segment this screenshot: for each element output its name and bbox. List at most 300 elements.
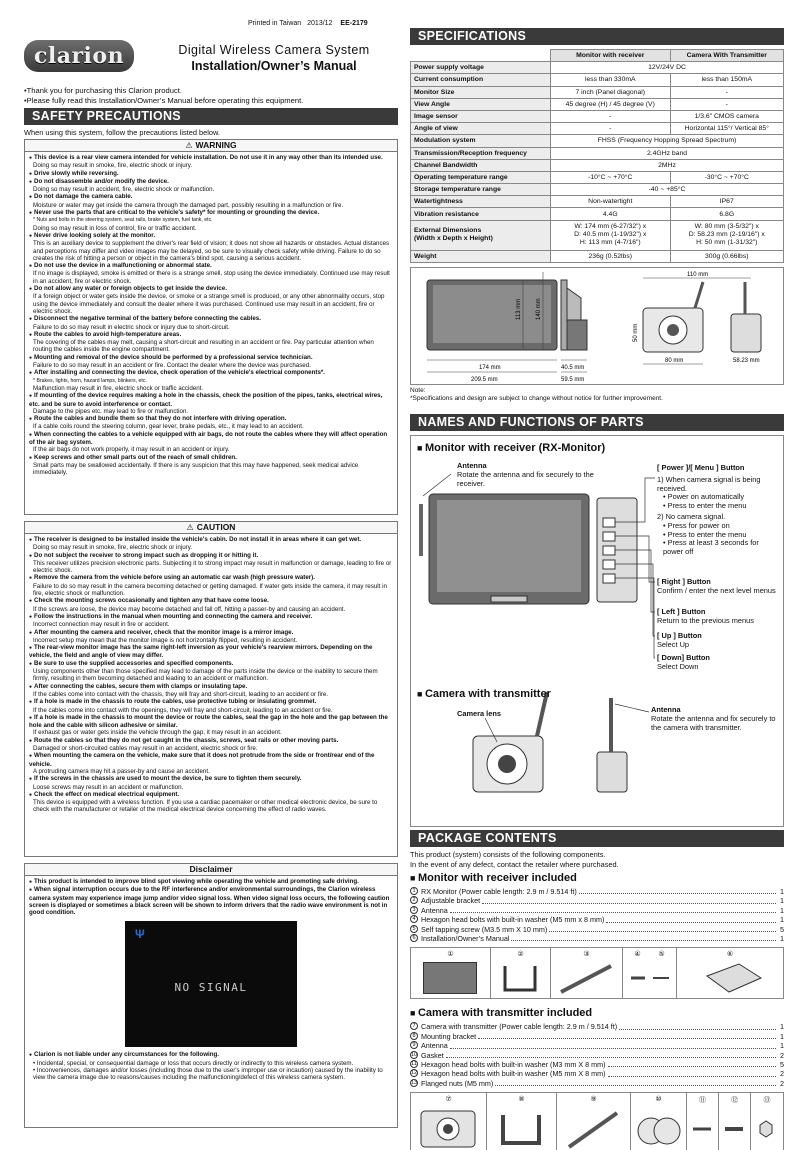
spec-monitor-value: W: 174 mm (6-27/32") x D: 40.5 mm (1-19/32") x H: 113 mm (4-7/16") — [551, 220, 671, 250]
item-number: 2 — [410, 896, 418, 904]
spec-camera-value: -30°C ~ +70°C — [670, 171, 783, 183]
precaution-title: ● Remove the camera from the vehicle before using an automatic car wash (high pressure water). — [29, 574, 393, 582]
down-button-shape — [603, 574, 615, 583]
warning-box — [24, 139, 398, 515]
spec-row — [411, 184, 784, 196]
pkg-cell-6 — [677, 948, 783, 998]
rx-screen-shape — [437, 500, 581, 592]
spec-row — [411, 98, 784, 110]
dim-113: 113 mm — [516, 298, 522, 320]
precaution-footnote: * Brakes, lights, horn, hazard lamps, blinkers, etc. — [33, 377, 147, 384]
nut-thumb — [751, 1093, 781, 1150]
spec-note — [410, 387, 784, 403]
precaution-title: ● After mounting the camera and receiver, check that the monitor image is a mirror image. — [29, 629, 393, 637]
spec-camera-value: 6.8G — [670, 208, 783, 220]
caution-head — [25, 522, 397, 534]
item-text: Self tapping screw (M3.5 mm X 10 mm) — [421, 924, 548, 934]
spec-corner — [411, 50, 551, 62]
item-number: 12 — [411, 1070, 418, 1077]
monitor-antenna-label — [457, 462, 607, 488]
package-item — [410, 1079, 784, 1088]
disclaimer-footer — [25, 1049, 397, 1083]
precaution-detail: Damage to the pipes etc. may lead to fire or malfunction. — [33, 407, 189, 415]
precaution-title: ● Never use the parts that are critical to the vehicle's safety* for mounting or grounding the device. — [29, 209, 393, 217]
right-button-shape — [603, 532, 615, 541]
names-frame — [410, 435, 784, 827]
spec-key: Transmission/Reception frequency — [411, 147, 551, 159]
caution-triangle-icon: ⚠ — [186, 523, 194, 532]
bolts-thumb — [623, 948, 675, 998]
print-info — [248, 20, 398, 27]
manual-thumb — [677, 948, 781, 998]
up-button-label — [657, 632, 781, 650]
camera-lens-center-shape — [498, 755, 516, 773]
item-quantity: 2 — [780, 1050, 784, 1060]
item-quantity: 2 — [780, 1069, 784, 1079]
precaution-detail: Doing so may result in smoke, fire, electric shock or injury. — [33, 162, 193, 170]
spec-key: Weight — [411, 250, 551, 262]
item-number: 10 — [411, 1051, 418, 1058]
antenna-desc: Rotate the antenna and fix securely to the receiver. — [457, 469, 594, 488]
spec-header-row — [411, 50, 784, 62]
spec-key: Operating temperature range — [411, 171, 551, 183]
dimension-drawing — [410, 267, 784, 385]
spec-camera-value: 1/3.6" CMOS camera — [670, 110, 783, 122]
safety-section — [24, 108, 398, 1128]
spec-row — [411, 62, 784, 74]
antenna-heading: Antenna — [457, 461, 487, 470]
camera-antenna-label — [651, 706, 779, 732]
spec-key: Modulation system — [411, 135, 551, 147]
pkg-cell-9 — [557, 1093, 631, 1150]
pkg-num-10: ⑩ — [655, 1096, 662, 1104]
camera-thumb — [411, 1093, 485, 1150]
pkg-num-11: ⑪ — [699, 1097, 706, 1105]
dimension-svg — [411, 268, 783, 384]
pkg-cell-7 — [411, 1093, 487, 1150]
precaution-title: ● The rear-view monitor image has the same right-left inversion as your vehicle's rearview mirrors. Depending on the vehicle, the field and angle of view may differ. — [29, 644, 393, 660]
pkg-num-12: ⑫ — [731, 1097, 738, 1105]
spec-monitor-value: 7 inch (Panel diagonal) — [551, 86, 671, 98]
precaution-title: ● If mounting of the device requires making a hole in the chassis, check the position of the pipes, tanks, electrical wires, etc. and be sure to avoid interference or contact. — [29, 392, 393, 408]
spec-row — [411, 220, 784, 250]
precaution-detail: If the air bags do not work properly, it may result in an accident or injury. — [33, 446, 230, 454]
item-number: 7 — [410, 1022, 418, 1030]
dim-174: 174 mm — [479, 364, 501, 371]
pkg-num-1: ① — [447, 951, 454, 959]
package-item — [410, 1032, 784, 1041]
leader-dots — [450, 906, 776, 913]
precaution-detail: Incorrect setup may mean that the monitor image is not horizontally flipped, resulting in accident. — [33, 636, 298, 644]
left-button-label — [657, 608, 781, 626]
precaution-footnote: * Nuts and bolts in the steering system, seat rails, brake system, fuel tank, etc. — [33, 217, 213, 224]
dim-58-23: 58.23 mm — [733, 357, 760, 364]
item-text: Hexagon head bolts with built-in washer (M5 mm x 8 mm) — [421, 915, 605, 925]
spec-col-monitor: Monitor with receiver — [551, 50, 671, 62]
precaution-title: ● After connecting the cables, secure them with clamps or insulating tape. — [29, 683, 393, 691]
monitor-screen-shape — [433, 285, 551, 343]
spec-key: External Dimensions (Width x Depth x Height) — [411, 220, 551, 250]
pkg-num-7: ⑦ — [445, 1096, 452, 1104]
precaution-detail: Damaged or short-circuited cables may result in an accident, electric shock or fire. — [33, 745, 258, 753]
monitor-package-images — [410, 947, 784, 999]
precaution-detail: If the cables come into contact with the chassis, they will fray and short-circuit, leading to an accident or fire. — [33, 690, 329, 698]
camera-lens-inner-shape — [667, 324, 679, 336]
item-quantity: 1 — [780, 905, 784, 915]
precaution-title: ● When connecting the cables to a vehicle equipped with air bags, do not route the cables where they will affect operation of the air bag system. — [29, 431, 393, 447]
spec-camera-value: Horizontal 115°/ Vertical 85° — [670, 123, 783, 135]
pkg-num-6: ⑥ — [726, 951, 734, 959]
precaution-title: ● Do not allow any water or foreign objects to get inside the device. — [29, 285, 393, 293]
item-quantity: 5 — [780, 1060, 784, 1070]
package-item — [410, 1069, 784, 1078]
disclaimer-box — [24, 863, 398, 1128]
thanks-text — [24, 86, 398, 106]
power-button-shape — [603, 518, 615, 527]
precaution-title: ● Route the cables and bundle them so that they do not interfere with driving operation. — [29, 415, 393, 423]
precaution-title: ● Do not disassemble and/or modify the device. — [29, 178, 393, 186]
item-number: 4 — [410, 915, 418, 923]
spec-key: View Angle — [411, 98, 551, 110]
item-number: 11 — [411, 1061, 417, 1068]
pkg-cell-12 — [719, 1093, 751, 1150]
precaution-detail: This receiver utilizes precision electronic parts. Subjecting it to strong impact may result in malfunction or damage, leading to fire or electric shock. — [33, 559, 392, 575]
package-item — [410, 934, 784, 943]
item-number: 3 — [410, 906, 418, 914]
item-quantity: 1 — [780, 1022, 784, 1032]
spec-key: Watertightness — [411, 196, 551, 208]
disclaimer-list — [25, 876, 397, 918]
dim-140: 140 mm — [536, 298, 542, 320]
rx-monitor-thumb — [423, 962, 477, 994]
precaution-title: ● This product is intended to improve blind spot viewing while operating the vehicle and promoting safe driving. — [29, 878, 393, 886]
spec-value: 2MHz — [551, 159, 784, 171]
spec-key: Image sensor — [411, 110, 551, 122]
logo-text: clarion — [33, 43, 125, 69]
leader-dots — [446, 1051, 776, 1058]
document-code: EE-2179 — [340, 20, 368, 27]
spec-monitor-value: 4.4G — [551, 208, 671, 220]
item-quantity: 1 — [780, 1031, 784, 1041]
precaution-title: ● Check the mounting screws occasionally and tighten any that have come loose. — [29, 597, 393, 605]
pkg-num-8: ⑧ — [518, 1096, 525, 1104]
up-heading: [ Up ] Button — [657, 631, 702, 640]
m3-bolt-thumb — [687, 1093, 717, 1150]
item-text: Flanged nuts (M5 mm) — [421, 1078, 494, 1088]
precaution-detail: The covering of the cables may melt, causing a short-circuit and resulting in an accident or fire. Pay particular attention when routing the cables inside the engine compartment. — [33, 339, 374, 354]
spec-value: FHSS (Frequency Hopping Spread Spectrum) — [551, 135, 784, 147]
mount-bracket-thumb — [487, 1093, 555, 1150]
precaution-title: ● The receiver is designed to be installed inside the vehicle's cabin. Do not install it in areas where it can get wet. — [29, 536, 393, 544]
precaution-title: ● When mounting the camera on the vehicle, make sure that it does not protrude from the side or front/rear end of the vehicle. — [29, 752, 393, 768]
item-quantity: 1 — [780, 887, 784, 896]
leader-dots — [482, 896, 776, 903]
spec-monitor-value: Non-watertight — [551, 196, 671, 208]
item-text: RX Monitor (Power cable length: 2.9 m / 9.514 ft) — [421, 887, 577, 896]
package-item — [410, 1022, 784, 1031]
precaution-title: ● Keep screws and other small parts out of the reach of small children. — [29, 454, 393, 462]
package-intro-2: In the event of any defect, contact the retailer where purchased. — [410, 859, 619, 869]
item-text: Hexagon head bolts with built-in washer (M5 mm X 8 mm) — [421, 1069, 606, 1079]
warning-head — [25, 140, 397, 152]
up-desc: Select Up — [657, 639, 690, 649]
spec-monitor-value: less than 330mA — [551, 74, 671, 86]
names-bar: NAMES AND FUNCTIONS OF PARTS — [410, 414, 784, 431]
item-text: Adjustable bracket — [421, 896, 481, 906]
spec-value: -40 ~ +85°C — [551, 184, 784, 196]
pkg-num-13: ⑬ — [763, 1097, 771, 1105]
spec-col-camera: Camera With Transmitter — [670, 50, 783, 62]
caution-box — [24, 521, 398, 857]
precaution-detail: If no image is displayed, smoke is emitted or there is a strange smell, stop using the device immediately. Continued use may result in an accident, fire or electric shock. — [33, 270, 390, 285]
leader-dots — [606, 915, 776, 922]
dim-110: 110 mm — [687, 271, 709, 278]
power-case-1: 1) When camera signal is being received. — [657, 474, 761, 493]
spec-key: Storage temperature range — [411, 184, 551, 196]
spec-row — [411, 159, 784, 171]
item-text: Mounting bracket — [421, 1031, 477, 1041]
precaution-detail: Moisture or water may get inside the camera through the damaged part, possibly resulting in a malfunction or fire. — [33, 201, 344, 209]
note-text: *Specifications and design are subject to change without notice for further improvement. — [410, 394, 663, 402]
power-button-label — [657, 464, 781, 557]
precaution-title: ● Route the cables so that they do not get caught in the chassis, screws, seat rails or other moving parts. — [29, 737, 393, 745]
print-date: 2013/12 — [307, 20, 333, 27]
no-signal-text: NO SIGNAL — [174, 981, 248, 995]
right-desc: Confirm / enter the next level menus — [657, 585, 776, 595]
camera-lens-label: Camera lens — [457, 709, 501, 718]
precaution-title: ● Follow the instructions in the manual when mounting and connecting the camera and receiver. — [29, 613, 393, 621]
leader-dots — [478, 1032, 776, 1039]
camera-antenna-shape — [695, 282, 703, 308]
spec-key: Current consumption — [411, 74, 551, 86]
precaution-detail: Small parts may be swallowed accidentally. If there is any suspicion that this may have happened, seek medical advice immediately. — [33, 461, 359, 477]
pkg-num-2: ② — [517, 951, 524, 959]
package-item — [410, 1060, 784, 1069]
disclaimer-item: • Inconveniences, damages and/or losses (including those due to the user's improper use or incaution) caused by the inability to view the camera image due to reasons/causes including the malfunctioning/defect of this wireless camera system. — [33, 1067, 383, 1082]
precaution-title: ● After installing and connecting the device, check operation of the vehicle's electrical components*. — [29, 369, 393, 377]
up-button-shape — [603, 560, 615, 569]
dim-40-5: 40.5 mm — [561, 364, 585, 371]
precaution-detail: This device is equipped with a wireless function. If you use a cardiac pacemaker or other medical electronic device, be sure to check with the manufacturer or retailer of the medical electrical device concerning the effect of radio waves. — [33, 799, 378, 814]
safety-bar: SAFETY PRECAUTIONS — [24, 108, 398, 125]
item-quantity: 2 — [780, 1078, 784, 1088]
package-intro-1: This product (system) consists of the following components. — [410, 850, 606, 859]
camera-package-list — [410, 1022, 784, 1088]
precaution-detail: Failure to do so may result in an accident or fire. Contact the dealer where the device was purchased. — [33, 362, 311, 370]
precaution-detail: Failure to do so may result in electric shock or injury due to short-circuit. — [33, 323, 230, 331]
spec-row — [411, 123, 784, 135]
spec-monitor-value: - — [551, 123, 671, 135]
spec-camera-value: less than 150mA — [670, 74, 783, 86]
pkg-cell-4-5 — [623, 948, 677, 998]
printed-location: Printed in Taiwan — [248, 20, 302, 27]
item-text: Antenna — [421, 1041, 448, 1051]
spec-row — [411, 147, 784, 159]
spec-section — [410, 28, 784, 403]
precaution-detail: This is an auxiliary device to supplement the driver's rear field of vision; it does not show all hazards or obstacles. Actual distances and perceptions may differ and video images may be delayed, so be sure to visually check safety while driving. Failure to do so creates the risk of hitting a person or object in the camera's blind spot, causing a serious accident. — [33, 240, 390, 262]
pkg-num-5: ⑤ — [658, 951, 665, 959]
precaution-title: ● Disconnect the negative terminal of the battery before connecting the cables. — [29, 315, 393, 323]
item-quantity: 1 — [780, 934, 784, 944]
m5-bolt-thumb — [719, 1093, 749, 1150]
precaution-detail: Incorrect connection may result in fire or accident. — [33, 621, 170, 629]
spec-row — [411, 110, 784, 122]
pkg-cell-13 — [751, 1093, 783, 1150]
item-text: Camera with transmitter (Power cable length: 2.9 m / 9.514 ft) — [421, 1022, 618, 1032]
safety-intro: When using this system, follow the precautions listed below. — [24, 128, 220, 137]
leader-dots — [450, 1041, 776, 1048]
warning-label: WARNING — [195, 140, 237, 150]
note-label: Note: — [410, 386, 426, 394]
package-intro — [410, 850, 784, 869]
spec-row — [411, 86, 784, 98]
power-1b: • Press to enter the menu — [663, 502, 781, 511]
power-1a: • Power on automatically — [663, 493, 781, 502]
clarion-logo — [24, 40, 134, 72]
disclaimer-bold: ● Clarion is not liable under any circumstances for the following. — [29, 1051, 393, 1059]
camera-package-images — [410, 1092, 784, 1150]
item-number: 9 — [410, 1041, 418, 1049]
item-quantity: 1 — [780, 896, 784, 906]
package-item — [410, 887, 784, 896]
dim-209-5: 209.5 mm — [471, 376, 498, 383]
precaution-detail: Malfunction may result in fire, electric shock or traffic accident. — [33, 384, 204, 392]
spec-bar: SPECIFICATIONS — [410, 28, 784, 45]
spec-camera-value: W: 80 mm (3-5/32") x D: 58.23 mm (2-19/16") x H: 50 mm (1-31/32") — [670, 220, 783, 250]
precaution-detail: If the cables come into contact with the openings, they will fray and short-circuit, leading to an accident or fire. — [33, 706, 333, 714]
names-section — [410, 414, 784, 827]
precaution-detail: If the screws are loose, the device may become detached and fall off, hitting a passer-by and causing an accident. — [33, 605, 346, 613]
package-section — [410, 830, 784, 1150]
down-button-label — [657, 654, 781, 672]
pkg-cell-2 — [491, 948, 551, 998]
precaution-detail: Doing so may result in smoke, fire, electric shock or injury. — [33, 544, 193, 552]
precaution-title: ● Be sure to use the supplied accessories and specified components. — [29, 660, 393, 668]
manual-title: Installation/Owner’s Manual — [191, 59, 357, 73]
item-text: Gasket — [421, 1050, 444, 1060]
package-item — [410, 915, 784, 924]
gasket-thumb — [631, 1093, 685, 1150]
spec-camera-value: 300g (0.66lbs) — [670, 250, 783, 262]
bracket-thumb — [491, 948, 549, 998]
spec-key: Channel Bandwidth — [411, 159, 551, 171]
precaution-title: ● If the screws in the chassis are used to mount the device, be sure to tighten them securely. — [29, 775, 393, 783]
spec-key: Angle of view — [411, 123, 551, 135]
package-camera-heading: ■ Camera with transmitter included — [410, 1007, 784, 1019]
precaution-title: ● Drive slowly while reversing. — [29, 170, 393, 178]
down-heading: [ Down] Button — [657, 653, 710, 662]
pkg-num-9: ⑨ — [590, 1096, 597, 1104]
leader-dots — [511, 934, 776, 941]
right-button-label — [657, 578, 781, 596]
pkg-num-3: ③ — [583, 951, 590, 959]
item-text: Antenna — [421, 905, 448, 915]
spec-monitor-value: 45 degree (H) / 45 degree (V) — [551, 98, 671, 110]
camera-heading: ■ Camera with transmitter — [417, 688, 551, 700]
spec-key: Vibration resistance — [411, 208, 551, 220]
power-2a: • Press for power on — [663, 522, 781, 531]
camera-antenna-desc: Rotate the antenna and fix securely to the camera with transmitter. — [651, 713, 776, 732]
precaution-title: ● When signal interruption occurs due to the RF interference and/or environmental surroundings, the Clarion wireless camera system may experience image jump and/or video signal loss. When video signal loss occurs, the following caution screen is displayed or sometimes a black screen will be shown to inform drivers that the radio wave environment is not in good condition. — [29, 886, 393, 916]
spec-row — [411, 74, 784, 86]
item-quantity: 5 — [780, 924, 784, 934]
leader-dots — [608, 1069, 776, 1076]
pkg-num-4: ④ — [634, 951, 641, 959]
dim-80: 80 mm — [665, 357, 684, 364]
leader-dots — [579, 887, 776, 894]
item-text: Installation/Owner’s Manual — [421, 934, 510, 944]
precaution-detail: If a cable coils round the steering column, gear lever, brake pedals, etc., it may lead to an accident. — [33, 423, 304, 431]
leader-dots — [619, 1022, 776, 1029]
precaution-detail: If exhaust gas or water gets inside the vehicle through the gap, it may result in an accident. — [33, 729, 282, 737]
precaution-title: ● If a hole is made in the chassis to route the cables, use protective tubing or insulating grommet. — [29, 698, 393, 706]
caution-list — [25, 534, 397, 816]
cam-antenna-thumb — [557, 1093, 629, 1150]
item-number: 13 — [411, 1079, 418, 1086]
down-desc: Select Down — [657, 661, 699, 671]
precaution-title: ● Never drive looking solely at the monitor. — [29, 232, 393, 240]
dim-50: 50 mm — [633, 323, 639, 342]
precaution-detail: A protruding camera may hit a passer-by and cause an accident. — [33, 767, 210, 775]
thanks-line: •Thank you for purchasing this Clarion product. — [24, 86, 182, 95]
no-signal-screen — [125, 921, 297, 1047]
camera-side-shape-2 — [597, 752, 627, 792]
dim-59-5: 59.5 mm — [561, 376, 585, 383]
precaution-detail: Failure to do so may result in the camera becoming detached or getting damaged. If water gets inside the camera, it may result in fire, electric shock or malfunction. — [33, 582, 387, 598]
precaution-title: ● Do not subject the receiver to strong impact such as dropping it or hitting it. — [29, 552, 393, 560]
spec-camera-value: - — [670, 86, 783, 98]
item-quantity: 1 — [780, 1041, 784, 1051]
antenna-signal-icon: Ψ — [135, 927, 145, 942]
power-2b: • Press to enter the menu — [663, 531, 781, 540]
precaution-detail: Doing so may result in loss of control, fire or traffic accident. — [33, 224, 197, 232]
right-heading: [ Right ] Button — [657, 577, 711, 586]
spec-row — [411, 196, 784, 208]
precaution-detail: Using components other than those specified may lead to damage of the parts inside the device or the inability to secure them firmly, resulting in them becoming detached and leading to an accident or malfunction. — [33, 668, 378, 683]
item-number: 8 — [410, 1032, 418, 1040]
left-desc: Return to the previous menus — [657, 615, 754, 625]
package-item — [410, 1041, 784, 1050]
spec-key: Monitor Size — [411, 86, 551, 98]
spec-row — [411, 135, 784, 147]
precaution-title: ● If a hole is made in the chassis to mount the device or route the cables, seal the gap in the hole and the gap between the hole and the cable with silicon adhesive or similar. — [29, 714, 393, 730]
warning-triangle-icon: ⚠ — [185, 141, 193, 150]
disclaimer-head: Disclaimer — [25, 864, 397, 876]
spec-row — [411, 171, 784, 183]
leader-dots — [495, 1079, 776, 1086]
leader-dots — [608, 1060, 776, 1067]
spec-key: Power supply voltage — [411, 62, 551, 74]
camera-side-shape — [731, 314, 761, 352]
item-text: Hexagon head bolts with built-in washer (M3 mm X 8 mm) — [421, 1060, 606, 1070]
spec-value: 2.4GHz band — [551, 147, 784, 159]
spec-camera-value: IP67 — [670, 196, 783, 208]
item-number: 5 — [410, 925, 418, 933]
spec-row — [411, 208, 784, 220]
item-number: 6 — [410, 934, 418, 942]
power-2c: • Press at least 3 seconds for power off — [663, 539, 781, 557]
power-case-2: 2) No camera signal. — [657, 511, 726, 521]
package-item — [410, 906, 784, 915]
caution-label: CAUTION — [196, 522, 236, 532]
spec-value: 12V/24V DC — [551, 62, 784, 74]
precaution-title: ● Check the effect on medical electrical equipment. — [29, 791, 393, 799]
spec-row — [411, 250, 784, 262]
spec-monitor-value: - — [551, 110, 671, 122]
pkg-cell-11 — [687, 1093, 719, 1150]
package-bar: PACKAGE CONTENTS — [410, 830, 784, 847]
pkg-cell-10 — [631, 1093, 687, 1150]
